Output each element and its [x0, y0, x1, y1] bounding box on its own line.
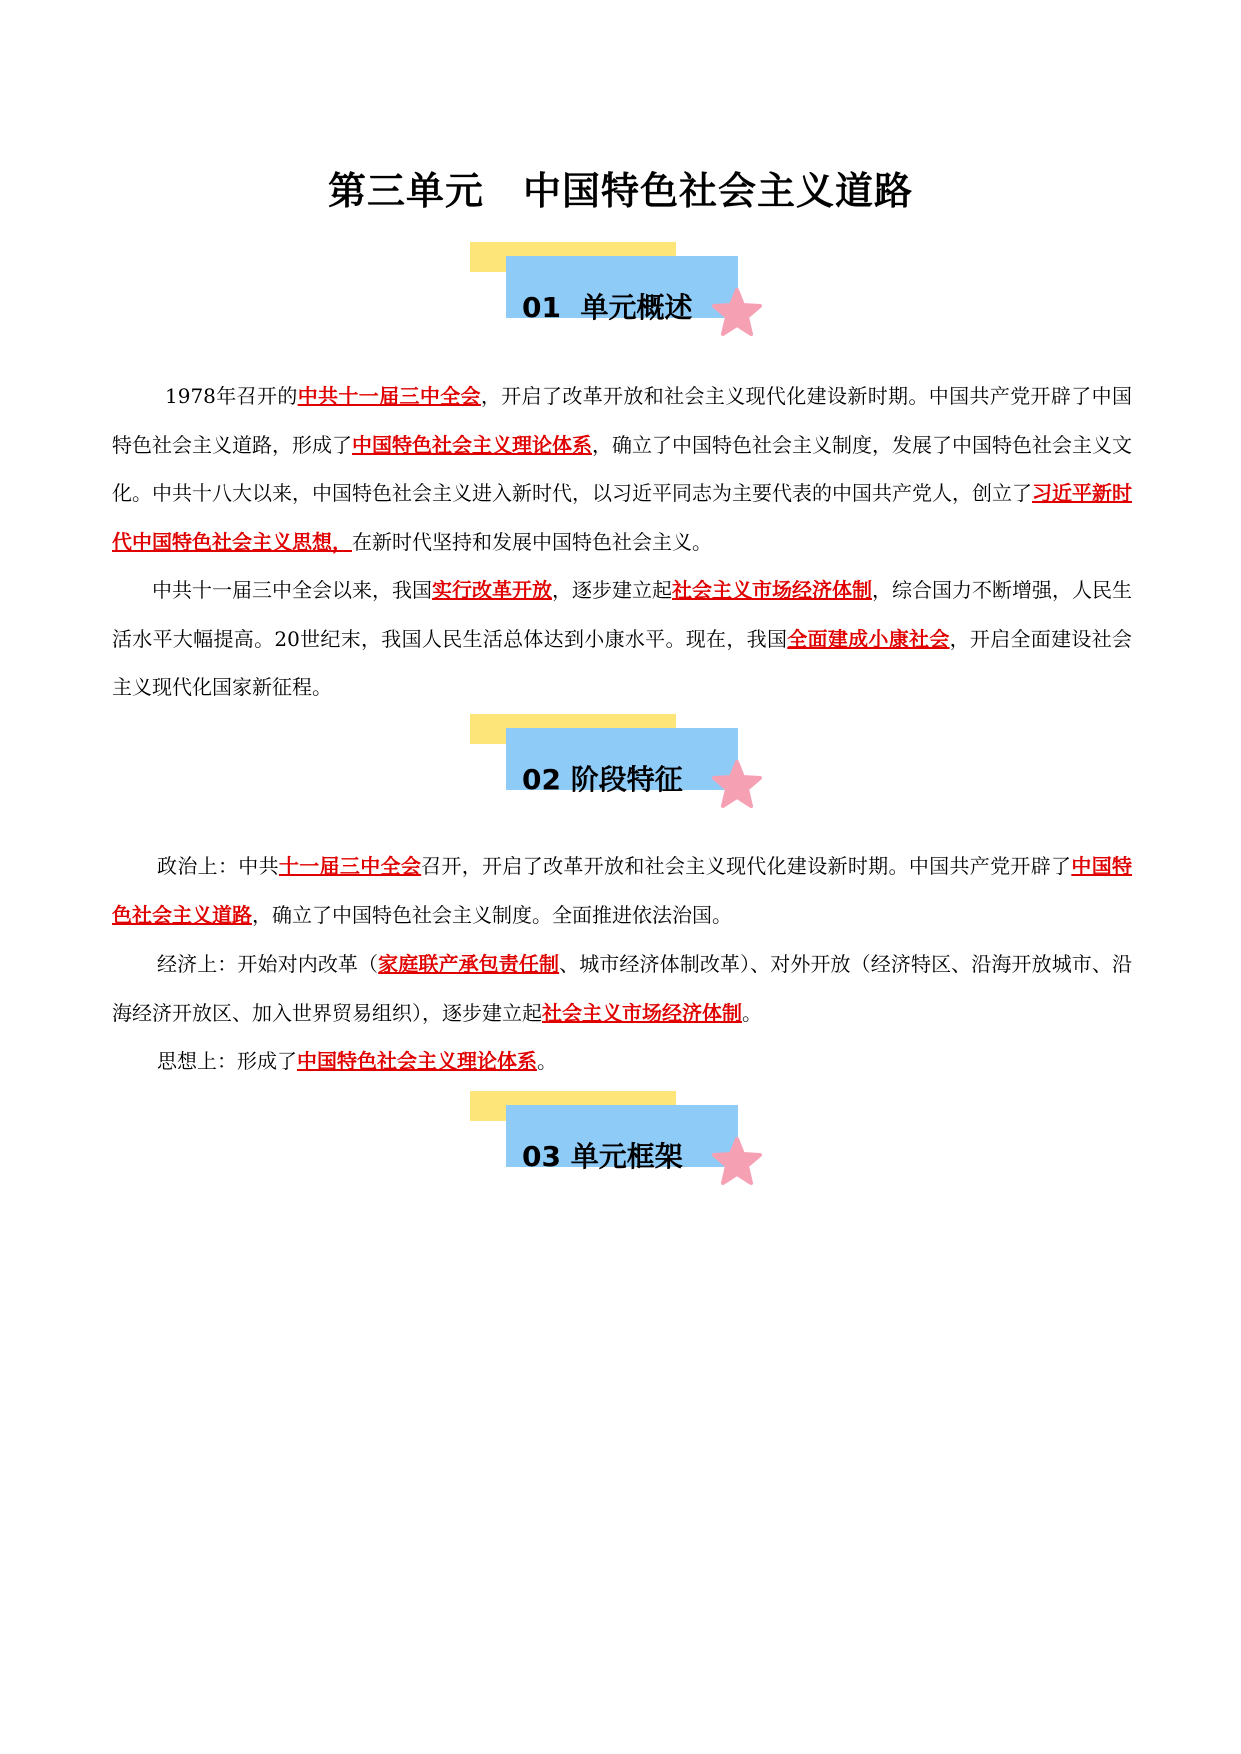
- paragraph-text: ，确立了中国特色社会主义制度，发展了中国特色社会主义文化。中共十八大以来，中国特色社会主义进入新时代，以习近平同志为主要代表的中国共产党人，创立了: [112, 432, 1132, 505]
- paragraph: [112, 566, 1132, 712]
- section-heading: 01 单元概述: [522, 291, 693, 324]
- paragraph-text: 召开，开启了改革开放和社会主义现代化建设新时期。中国共产党开辟了: [421, 854, 1072, 878]
- key-term: 社会主义市场经济体制: [542, 1000, 742, 1025]
- paragraph-text: ，确立了中国特色社会主义制度。全面推进依法治国。: [252, 902, 732, 927]
- paragraph-text: 思想上：形成了: [157, 1049, 297, 1073]
- paragraph-text: ，逐步建立起: [552, 578, 672, 602]
- paragraph-text: ，开启全面建设社会主义现代化国家新征程。: [112, 626, 1132, 699]
- paragraph-text: ，开启了改革开放和社会主义现代化建设新时期。中国共产党开辟了中国特色社会主义道路，形成了: [112, 384, 1132, 457]
- paragraph-text: ，综合国力不断增强，人民生活水平大幅提高。20世纪末，我国人民生活总体达到小康水平。现在，我国: [112, 578, 1132, 651]
- key-term: 中国特色社会主义道路: [112, 854, 1133, 927]
- section-banner-overview: [470, 242, 770, 337]
- paragraph-text: 、城市经济体制改革）、对外开放（经济特区、沿海开放城市、沿海经济开放区、加入世界贸易组织），逐步建立起: [112, 952, 1133, 1025]
- paragraph: [112, 1037, 1132, 1086]
- key-term: 中国特色社会主义理论体系: [297, 1049, 537, 1073]
- paragraph: [112, 940, 1132, 1037]
- key-term: 中共十一届三中全会: [297, 384, 481, 408]
- section-banner-framework: [470, 1091, 770, 1186]
- paragraph-text: 。: [537, 1049, 557, 1073]
- key-term: 家庭联产承包责任制: [378, 952, 560, 976]
- key-term: 全面建成小康社会: [787, 626, 950, 651]
- key-term: 习近平新时代中国特色社会主义思想，: [112, 481, 1132, 554]
- paragraph-text: 在新时代坚持和发展中国特色社会主义。: [352, 529, 712, 554]
- key-term: 十一届三中全会: [278, 854, 422, 878]
- paragraph: [112, 842, 1132, 939]
- key-term: 社会主义市场经济体制: [672, 578, 872, 602]
- star-icon: [712, 288, 762, 336]
- paragraph-text: 中共十一届三中全会以来，我国: [152, 578, 432, 602]
- star-icon: [712, 1137, 762, 1185]
- key-term: 中国特色社会主义理论体系: [352, 432, 592, 457]
- paragraph-text: 经济上：开始对内改革（: [157, 952, 379, 976]
- page-title: 第三单元 中国特色社会主义道路: [327, 169, 913, 213]
- paragraph: [112, 372, 1132, 566]
- paragraph-text: 。: [742, 1000, 762, 1025]
- section-heading: 02 阶段特征: [522, 763, 683, 796]
- section-heading: 03 单元框架: [522, 1140, 683, 1173]
- star-icon: [712, 760, 762, 808]
- paragraph-text: 1978年召开的: [165, 384, 298, 408]
- key-term: 实行改革开放: [432, 578, 552, 602]
- section-banner-features: [470, 714, 770, 809]
- paragraph-text: 政治上：中共: [157, 854, 279, 878]
